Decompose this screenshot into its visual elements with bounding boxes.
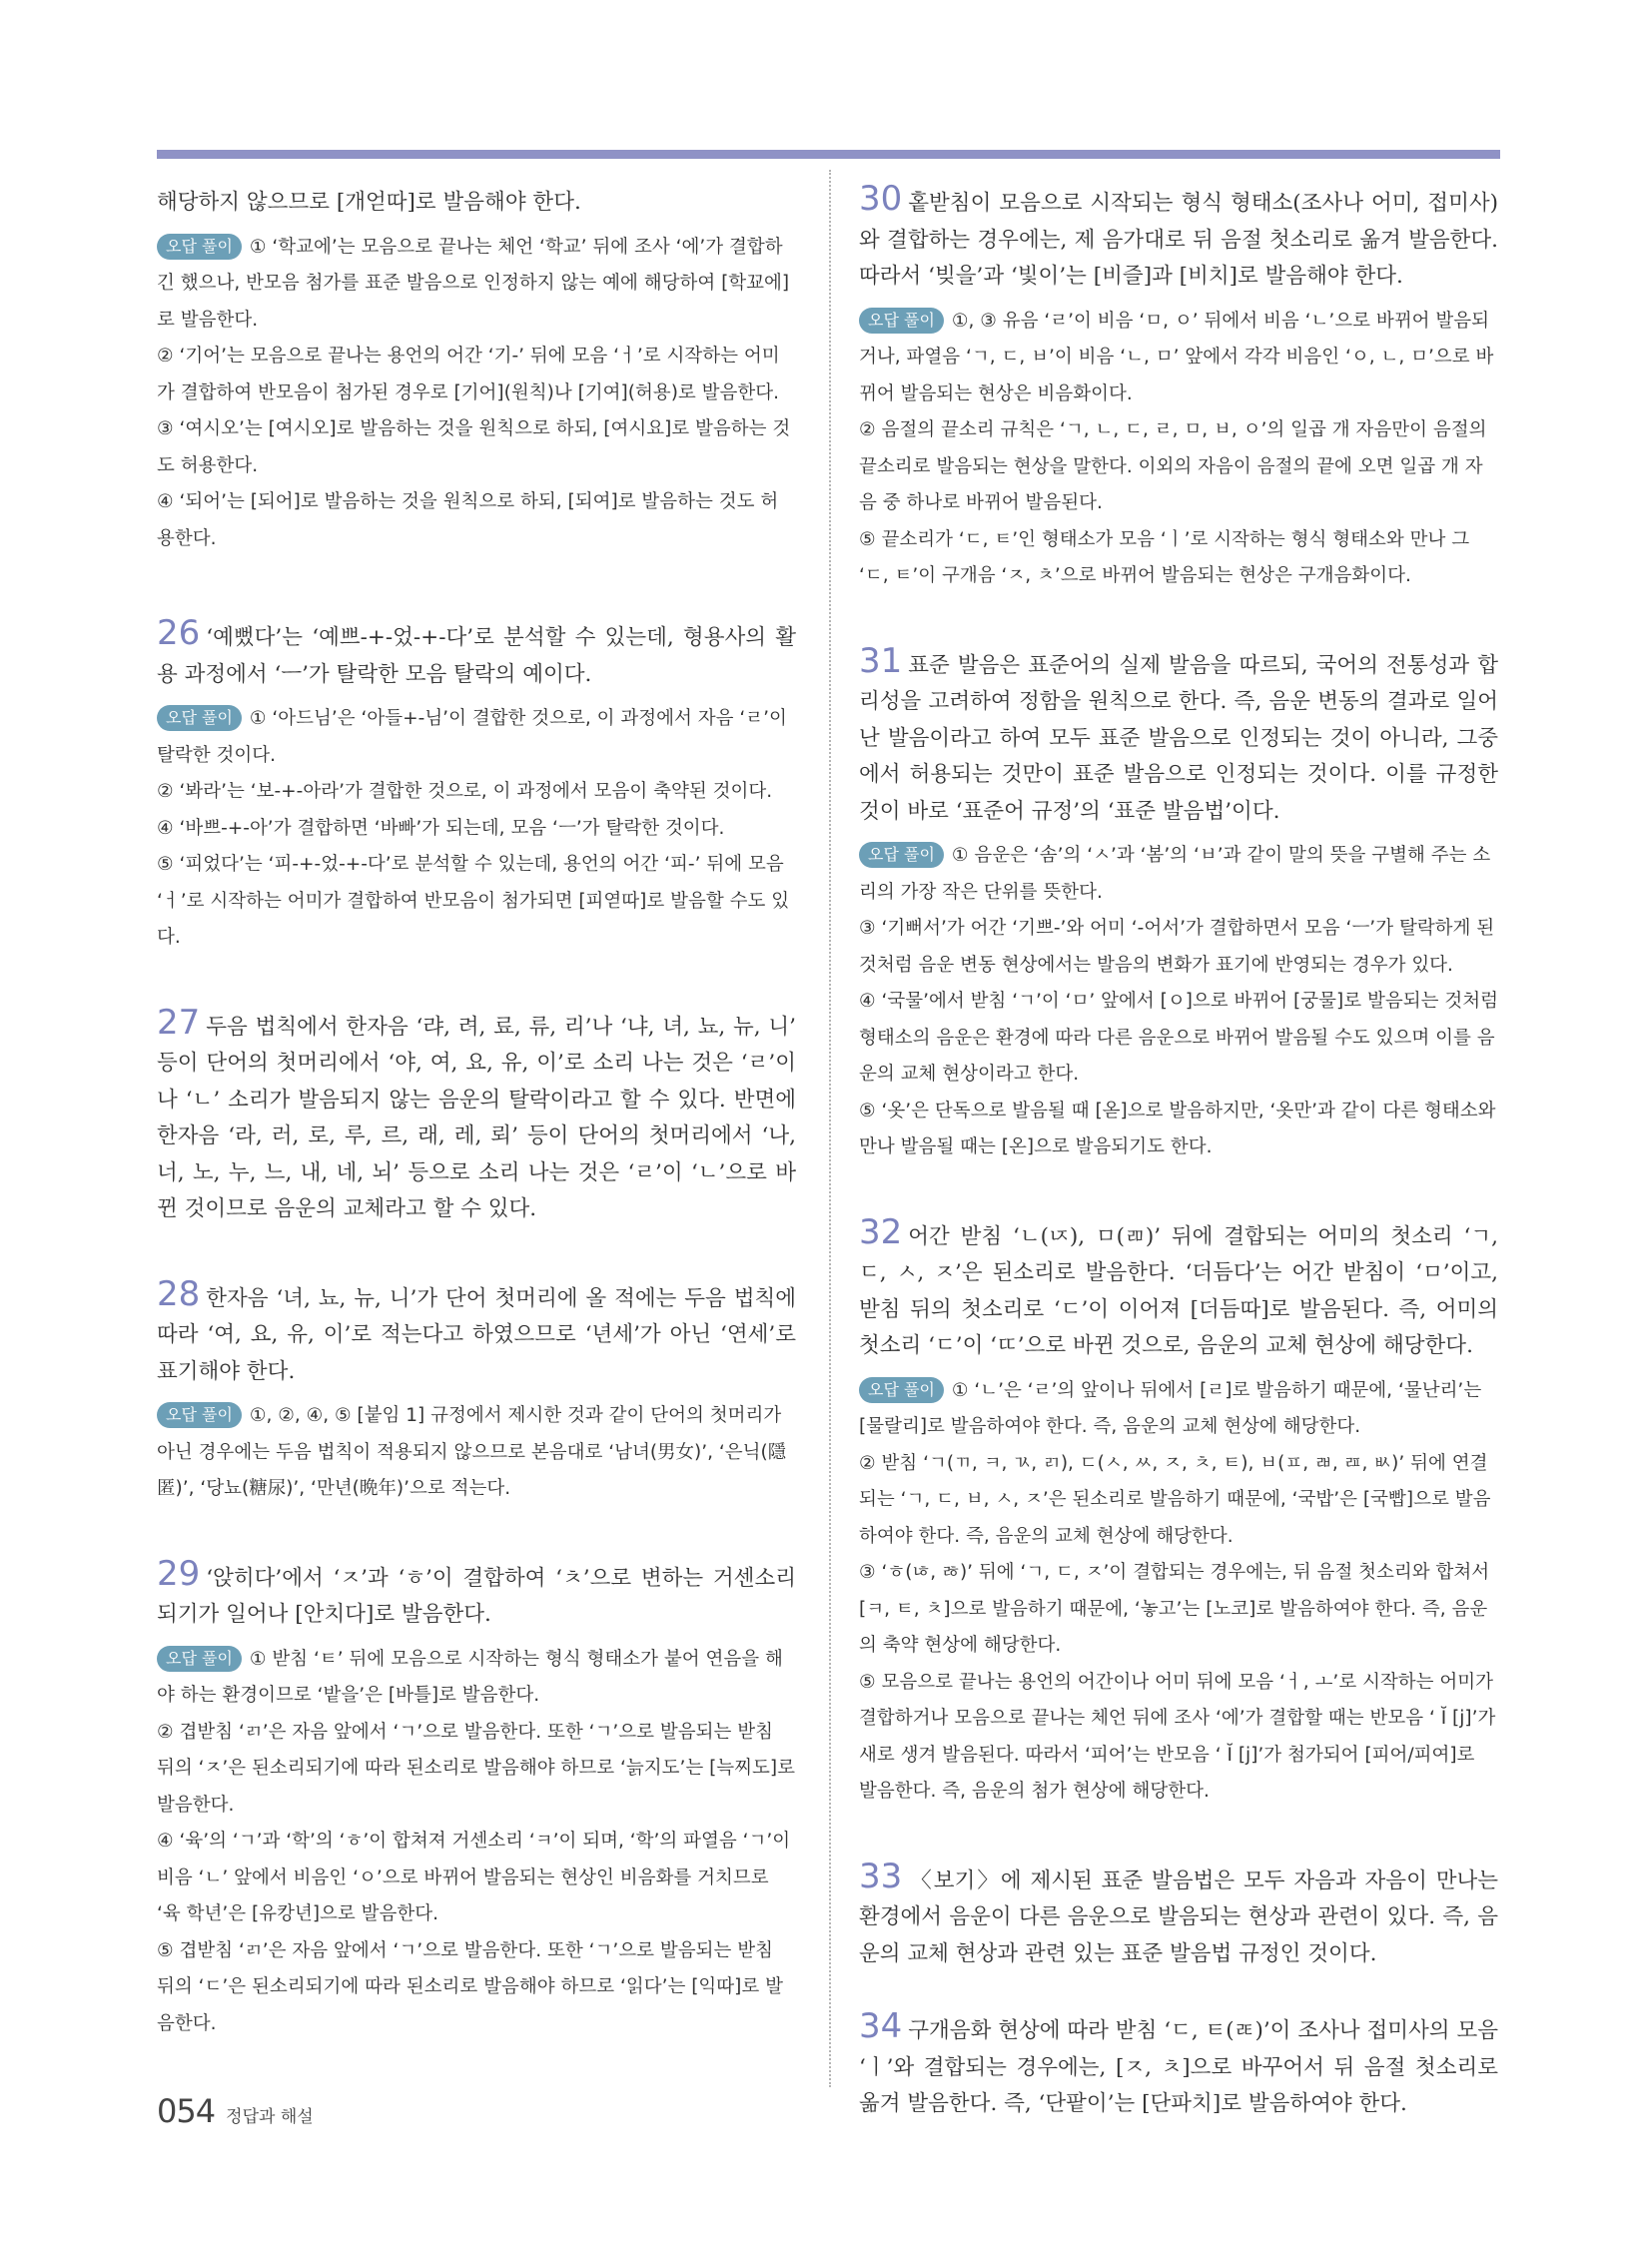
note-line: ③ ‘ㅎ(ㄶ, ㅀ)’ 뒤에 ‘ㄱ, ㄷ, ㅈ’이 결합되는 경우에는, 뒤 음절 첫소리와 합쳐서 [ㅋ, ㅌ, ㅊ]으로 발음하기 때문에, ‘놓고’는 [노코]로 발음하여야 한다. 즉, 음운의 축약 현상에 해당한다. bbox=[859, 1562, 1490, 1656]
note-line: ④ ‘육’의 ‘ㄱ’과 ‘학’의 ‘ㅎ’이 합쳐져 거센소리 ‘ㅋ’이 되며, ‘학’의 파열음 ‘ㄱ’이 비음 ‘ㄴ’ 앞에서 비음인 ‘ㅇ’으로 바뀌어 발음되는 현상인 비음화를 거치므로 ‘육 학년’은 [유캉년]으로 발음한다. bbox=[157, 1831, 791, 1924]
question-31 bbox=[859, 640, 1498, 1166]
note-line: 오답 풀이 ① ‘ㄴ’은 ‘ㄹ’의 앞이나 뒤에서 [ㄹ]로 발음하기 때문에, ‘물난리’는 [물랄리]로 발음하여야 한다. 즉, 음운의 교체 현상에 해당한다. bbox=[859, 1373, 1498, 1446]
continued-answer-text: 해당하지 않으므로 [개얻따]로 발음해야 한다. bbox=[157, 190, 581, 215]
question-34 bbox=[859, 2006, 1498, 2123]
note-line: ⑤ 모음으로 끝나는 용언의 어간이나 어미 뒤에 모음 ‘ㅓ, ㅗ’로 시작하는 어미가 결합하거나 모음으로 끝나는 체언 뒤에 조사 ‘에’가 결합할 때는 반모음 ‘ Ĭ [j]’가 새로 생겨 발음된다. 따라서 ‘피어’는 반모음 ‘ Ĭ [j]’가 첨가되어 [피어/피여]로 발음한다. 즉, 음운의 첨가 현상에 해당한다. bbox=[859, 1671, 1496, 1802]
note-line: ⑤ 끝소리가 ‘ㄷ, ㅌ’인 형태소가 모음 ‘ㅣ’로 시작하는 형식 형태소와 만나 그 ‘ㄷ, ㅌ’이 구개음 ‘ㅈ, ㅊ’으로 바뀌어 발음되는 현상은 구개음화이다. bbox=[859, 528, 1470, 586]
note-line: 오답 풀이 ① 받침 ‘ㅌ’ 뒤에 모음으로 시작하는 형식 형태소가 붙어 연음을 해야 하는 환경이므로 ‘밭을’은 [바틀]로 발음한다. bbox=[157, 1642, 796, 1715]
question-explanation: 29 ‘앉히다’에서 ‘ㅈ’과 ‘ㅎ’이 결합하여 ‘ㅊ’으로 변하는 거센소리되기가 일어나 [안치다]로 발음한다. bbox=[157, 1553, 796, 1627]
wrong-answer-badge: 오답 풀이 bbox=[157, 705, 242, 731]
question-explanation: 27 두음 법칙에서 한자음 ‘랴, 려, 료, 류, 리’나 ‘냐, 녀, 뇨, 뉴, 니’ 등이 단어의 첫머리에서 ‘야, 여, 요, 유, 이’로 소리 나는 것은 ‘ㄹ’이나 ‘ㄴ’ 소리가 발음되지 않는 음운의 탈락이라고 할 수 있다. 반면에 한자음 ‘라, 러, 로, 루, 르, 래, 레, 뢰’ 등이 단어의 첫머리에서 ‘나, 너, 노, 누, 느, 내, 네, 뇌’ 등으로 소리 나는 것은 ‘ㄹ’이 ‘ㄴ’으로 바뀐 것이므로 음운의 교체라고 할 수 있다. bbox=[157, 1002, 796, 1221]
question-33 bbox=[859, 1856, 1498, 1973]
question-number: 27 bbox=[157, 1002, 201, 1043]
note-line: ③ ‘기뻐서’가 어간 ‘기쁘-’와 어미 ‘-어서’가 결합하면서 모음 ‘ㅡ’가 탈락하게 된 것처럼 음운 변동 현상에서는 발음의 변화가 표기에 반영되는 경우가 있다. bbox=[859, 918, 1495, 976]
question-26 bbox=[157, 613, 796, 957]
note-line: ⑤ ‘옷’은 단독으로 발음될 때 [옫]으로 발음하지만, ‘옷만’과 같이 다른 형태소와 만나 발음될 때는 [온]으로 발음되기도 한다. bbox=[859, 1100, 1496, 1157]
wrong-answer-badge: 오답 풀이 bbox=[157, 1402, 242, 1428]
question-number: 28 bbox=[157, 1273, 201, 1314]
question-28 bbox=[157, 1273, 796, 1508]
note-line: ④ ‘되어’는 [되어]로 발음하는 것을 원칙으로 하되, [되여]로 발음하는 것도 허용한다. bbox=[157, 491, 779, 549]
wrong-answer-badge: 오답 풀이 bbox=[157, 234, 242, 260]
note-line: 오답 풀이 ①, ②, ④, ⑤ [붙임 1] 규정에서 제시한 것과 같이 단어의 첫머리가 아닌 경우에는 두음 법칙이 적용되지 않으므로 본음대로 ‘남녀(男女)’, ‘은닉(隱匿)’, ‘당뇨(糖尿)’, ‘만년(晩年)’으로 적는다. bbox=[157, 1398, 796, 1508]
question-number: 26 bbox=[157, 613, 201, 653]
question-32 bbox=[859, 1211, 1498, 1811]
question-27 bbox=[157, 1002, 796, 1228]
note-line: ② ‘기어’는 모음으로 끝나는 용언의 어간 ‘기-’ 뒤에 모음 ‘ㅓ’로 시작하는 어미가 결합하여 반모음이 첨가된 경우로 [기어](원칙)나 [기여](허용)로 발음한다. bbox=[157, 346, 780, 403]
note-line: ⑤ 겹받침 ‘ㄺ’은 자음 앞에서 ‘ㄱ’으로 발음한다. 또한 ‘ㄱ’으로 발음되는 받침 뒤의 ‘ㄷ’은 된소리되기에 따라 된소리로 발음해야 하므로 ‘읽다’는 [익따]로 발음한다. bbox=[157, 1939, 784, 2034]
note-line: ⑤ ‘피었다’는 ‘피-+-었-+-다’로 분석할 수 있는데, 용언의 어간 ‘피-’ 뒤에 모음 ‘ㅓ’로 시작하는 어미가 결합하여 반모음이 첨가되면 [피엳따]로 발음할 수도 있다. bbox=[157, 854, 790, 948]
question-29 bbox=[157, 1553, 796, 2043]
note-line: ④ ‘국물’에서 받침 ‘ㄱ’이 ‘ㅁ’ 앞에서 [ㅇ]으로 바뀌어 [궁물]로 발음되는 것처럼 형태소의 음운은 환경에 따라 다른 음운으로 바뀌어 발음될 수도 있으며 이를 음운의 교체 현상이라고 한다. bbox=[859, 991, 1498, 1085]
wrong-answer-note bbox=[859, 838, 1498, 1166]
note-line: 오답 풀이 ① ‘아드님’은 ‘아들+-님’이 결합한 것으로, 이 과정에서 자음 ‘ㄹ’이 탈락한 것이다. bbox=[157, 701, 796, 774]
wrong-answer-note bbox=[157, 701, 796, 957]
note-line: ④ ‘바쁘-+-아’가 결합하면 ‘바빠’가 되는데, 모음 ‘ㅡ’가 탈락한 것이다. bbox=[157, 817, 725, 839]
note-line: ③ ‘여시오’는 [여시오]로 발음하는 것을 원칙으로 하되, [여시요]로 발음하는 것도 허용한다. bbox=[157, 418, 791, 476]
question-number: 33 bbox=[859, 1856, 903, 1896]
note-line: ② 받침 ‘ㄱ(ㄲ, ㅋ, ㄳ, ㄺ), ㄷ(ㅅ, ㅆ, ㅈ, ㅊ, ㅌ), ㅂ(ㅍ, ㄼ, ㄿ, ㅄ)’ 뒤에 연결되는 ‘ㄱ, ㄷ, ㅂ, ㅅ, ㅈ’은 된소리로 발음하기 때문에, ‘국밥’은 [국빱]으로 발음하여야 한다. 즉, 음운의 교체 현상에 해당한다. bbox=[859, 1452, 1491, 1547]
question-30 bbox=[859, 179, 1498, 595]
question-explanation: 28 한자음 ‘녀, 뇨, 뉴, 니’가 단어 첫머리에 올 적에는 두음 법칙에 따라 ‘여, 요, 유, 이’로 적는다고 하였으므로 ‘년세’가 아닌 ‘연세’로 표기해야 한다. bbox=[157, 1273, 796, 1384]
question-number: 29 bbox=[157, 1553, 201, 1594]
continued-wrong-answer-note bbox=[157, 230, 796, 558]
footer-label: 정답과 해설 bbox=[226, 2107, 314, 2127]
wrong-answer-badge: 오답 풀이 bbox=[859, 308, 944, 334]
note-line: 오답 풀이 ①, ③ 유음 ‘ㄹ’이 비음 ‘ㅁ, ㅇ’ 뒤에서 비음 ‘ㄴ’으로 바뀌어 발음되거나, 파열음 ‘ㄱ, ㄷ, ㅂ’이 비음 ‘ㄴ, ㅁ’ 앞에서 각각 비음인 ‘ㅇ, ㄴ, ㅁ’으로 바뀌어 발음되는 현상은 비음화이다. bbox=[859, 304, 1498, 413]
wrong-answer-badge: 오답 풀이 bbox=[859, 1377, 944, 1403]
question-explanation: 33 〈보기〉에 제시된 표준 발음법은 모두 자음과 자음이 만나는 환경에서 음운이 다른 음운으로 발음되는 현상과 관련이 있다. 즉, 음운의 교체 현상과 관련 있는 표준 발음법 규정인 것이다. bbox=[859, 1856, 1498, 1966]
left-column bbox=[157, 185, 796, 2094]
note-line: ② 겹받침 ‘ㄺ’은 자음 앞에서 ‘ㄱ’으로 발음한다. 또한 ‘ㄱ’으로 발음되는 받침 뒤의 ‘ㅈ’은 된소리되기에 따라 된소리로 발음해야 하므로 ‘늙지도’는 [늑찌도]로 발음한다. bbox=[157, 1721, 796, 1816]
wrong-answer-note bbox=[157, 1642, 796, 2043]
question-explanation: 32 어간 받침 ‘ㄴ(ㄵ), ㅁ(ㄻ)’ 뒤에 결합되는 어미의 첫소리 ‘ㄱ, ㄷ, ㅅ, ㅈ’은 된소리로 발음한다. ‘더듬다’는 어간 받침이 ‘ㅁ’이고, 받침 뒤의 첫소리로 ‘ㄷ’이 이어져 [더듬따]로 발음된다. 즉, 어미의 첫소리 ‘ㄷ’이 ‘ㄸ’으로 바뀐 것으로, 음운의 교체 현상에 해당한다. bbox=[859, 1211, 1498, 1358]
top-accent-bar bbox=[157, 150, 1500, 159]
wrong-answer-badge: 오답 풀이 bbox=[157, 1646, 242, 1672]
question-number: 34 bbox=[859, 2006, 903, 2046]
page-number: 054 bbox=[157, 2092, 216, 2130]
question-explanation: 34 구개음화 현상에 따라 받침 ‘ㄷ, ㅌ(ㄾ)’이 조사나 접미사의 모음 ‘ㅣ’와 결합되는 경우에는, [ㅈ, ㅊ]으로 바꾸어서 뒤 음절 첫소리로 옮겨 발음한다. 즉, ‘단팥이’는 [단파치]로 발음하여야 한다. bbox=[859, 2006, 1498, 2116]
note-line: 오답 풀이 ① 음운은 ‘솜’의 ‘ㅅ’과 ‘봄’의 ‘ㅂ’과 같이 말의 뜻을 구별해 주는 소리의 가장 작은 단위를 뜻한다. bbox=[859, 838, 1498, 911]
question-explanation: 26 ‘예뻤다’는 ‘예쁘-+-었-+-다’로 분석할 수 있는데, 형용사의 활용 과정에서 ‘ㅡ’가 탈락한 모음 탈락의 예이다. bbox=[157, 613, 796, 687]
wrong-answer-note bbox=[859, 304, 1498, 595]
question-explanation: 30 홑받침이 모음으로 시작되는 형식 형태소(조사나 어미, 접미사)와 결합하는 경우에는, 제 음가대로 뒤 음절 첫소리로 옮겨 발음한다. 따라서 ‘빚을’과 ‘빛이’는 [비즐]과 [비치]로 발음해야 한다. bbox=[859, 179, 1498, 289]
question-explanation: 31 표준 발음은 표준어의 실제 발음을 따르되, 국어의 전통성과 합리성을 고려하여 정함을 원칙으로 한다. 즉, 음운 변동의 결과로 일어난 발음이라고 하여 모두 표준 발음으로 인정되는 것이 아니라, 그중에서 허용되는 것만이 표준 발음으로 인정되는 것이다. 이를 규정한 것이 바로 ‘표준어 규정’의 ‘표준 발음법’이다. bbox=[859, 640, 1498, 824]
note-line: ② 음절의 끝소리 규칙은 ‘ㄱ, ㄴ, ㄷ, ㄹ, ㅁ, ㅂ, ㅇ’의 일곱 개 자음만이 음절의 끝소리로 발음되는 현상을 말한다. 이외의 자음이 음절의 끝에 오면 일곱 개 자음 중 하나로 바뀌어 발음된다. bbox=[859, 419, 1487, 513]
right-column bbox=[859, 179, 1498, 2175]
question-number: 30 bbox=[859, 179, 903, 219]
wrong-answer-note bbox=[157, 1398, 796, 1508]
question-number: 32 bbox=[859, 1211, 903, 1252]
note-line: 오답 풀이 ① ‘학교에’는 모음으로 끝나는 체언 ‘학교’ 뒤에 조사 ‘에’가 결합하긴 했으나, 반모음 첨가를 표준 발음으로 인정하지 않는 예에 해당하여 [학꾜에]로 발음한다. bbox=[157, 230, 796, 340]
column-divider bbox=[829, 170, 831, 2087]
wrong-answer-note bbox=[859, 1373, 1498, 1811]
page-footer bbox=[157, 2092, 314, 2130]
note-line: ② ‘봐라’는 ‘보-+-아라’가 결합한 것으로, 이 과정에서 모음이 축약된 것이다. bbox=[157, 781, 773, 802]
wrong-answer-badge: 오답 풀이 bbox=[859, 842, 944, 868]
question-number: 31 bbox=[859, 640, 903, 681]
